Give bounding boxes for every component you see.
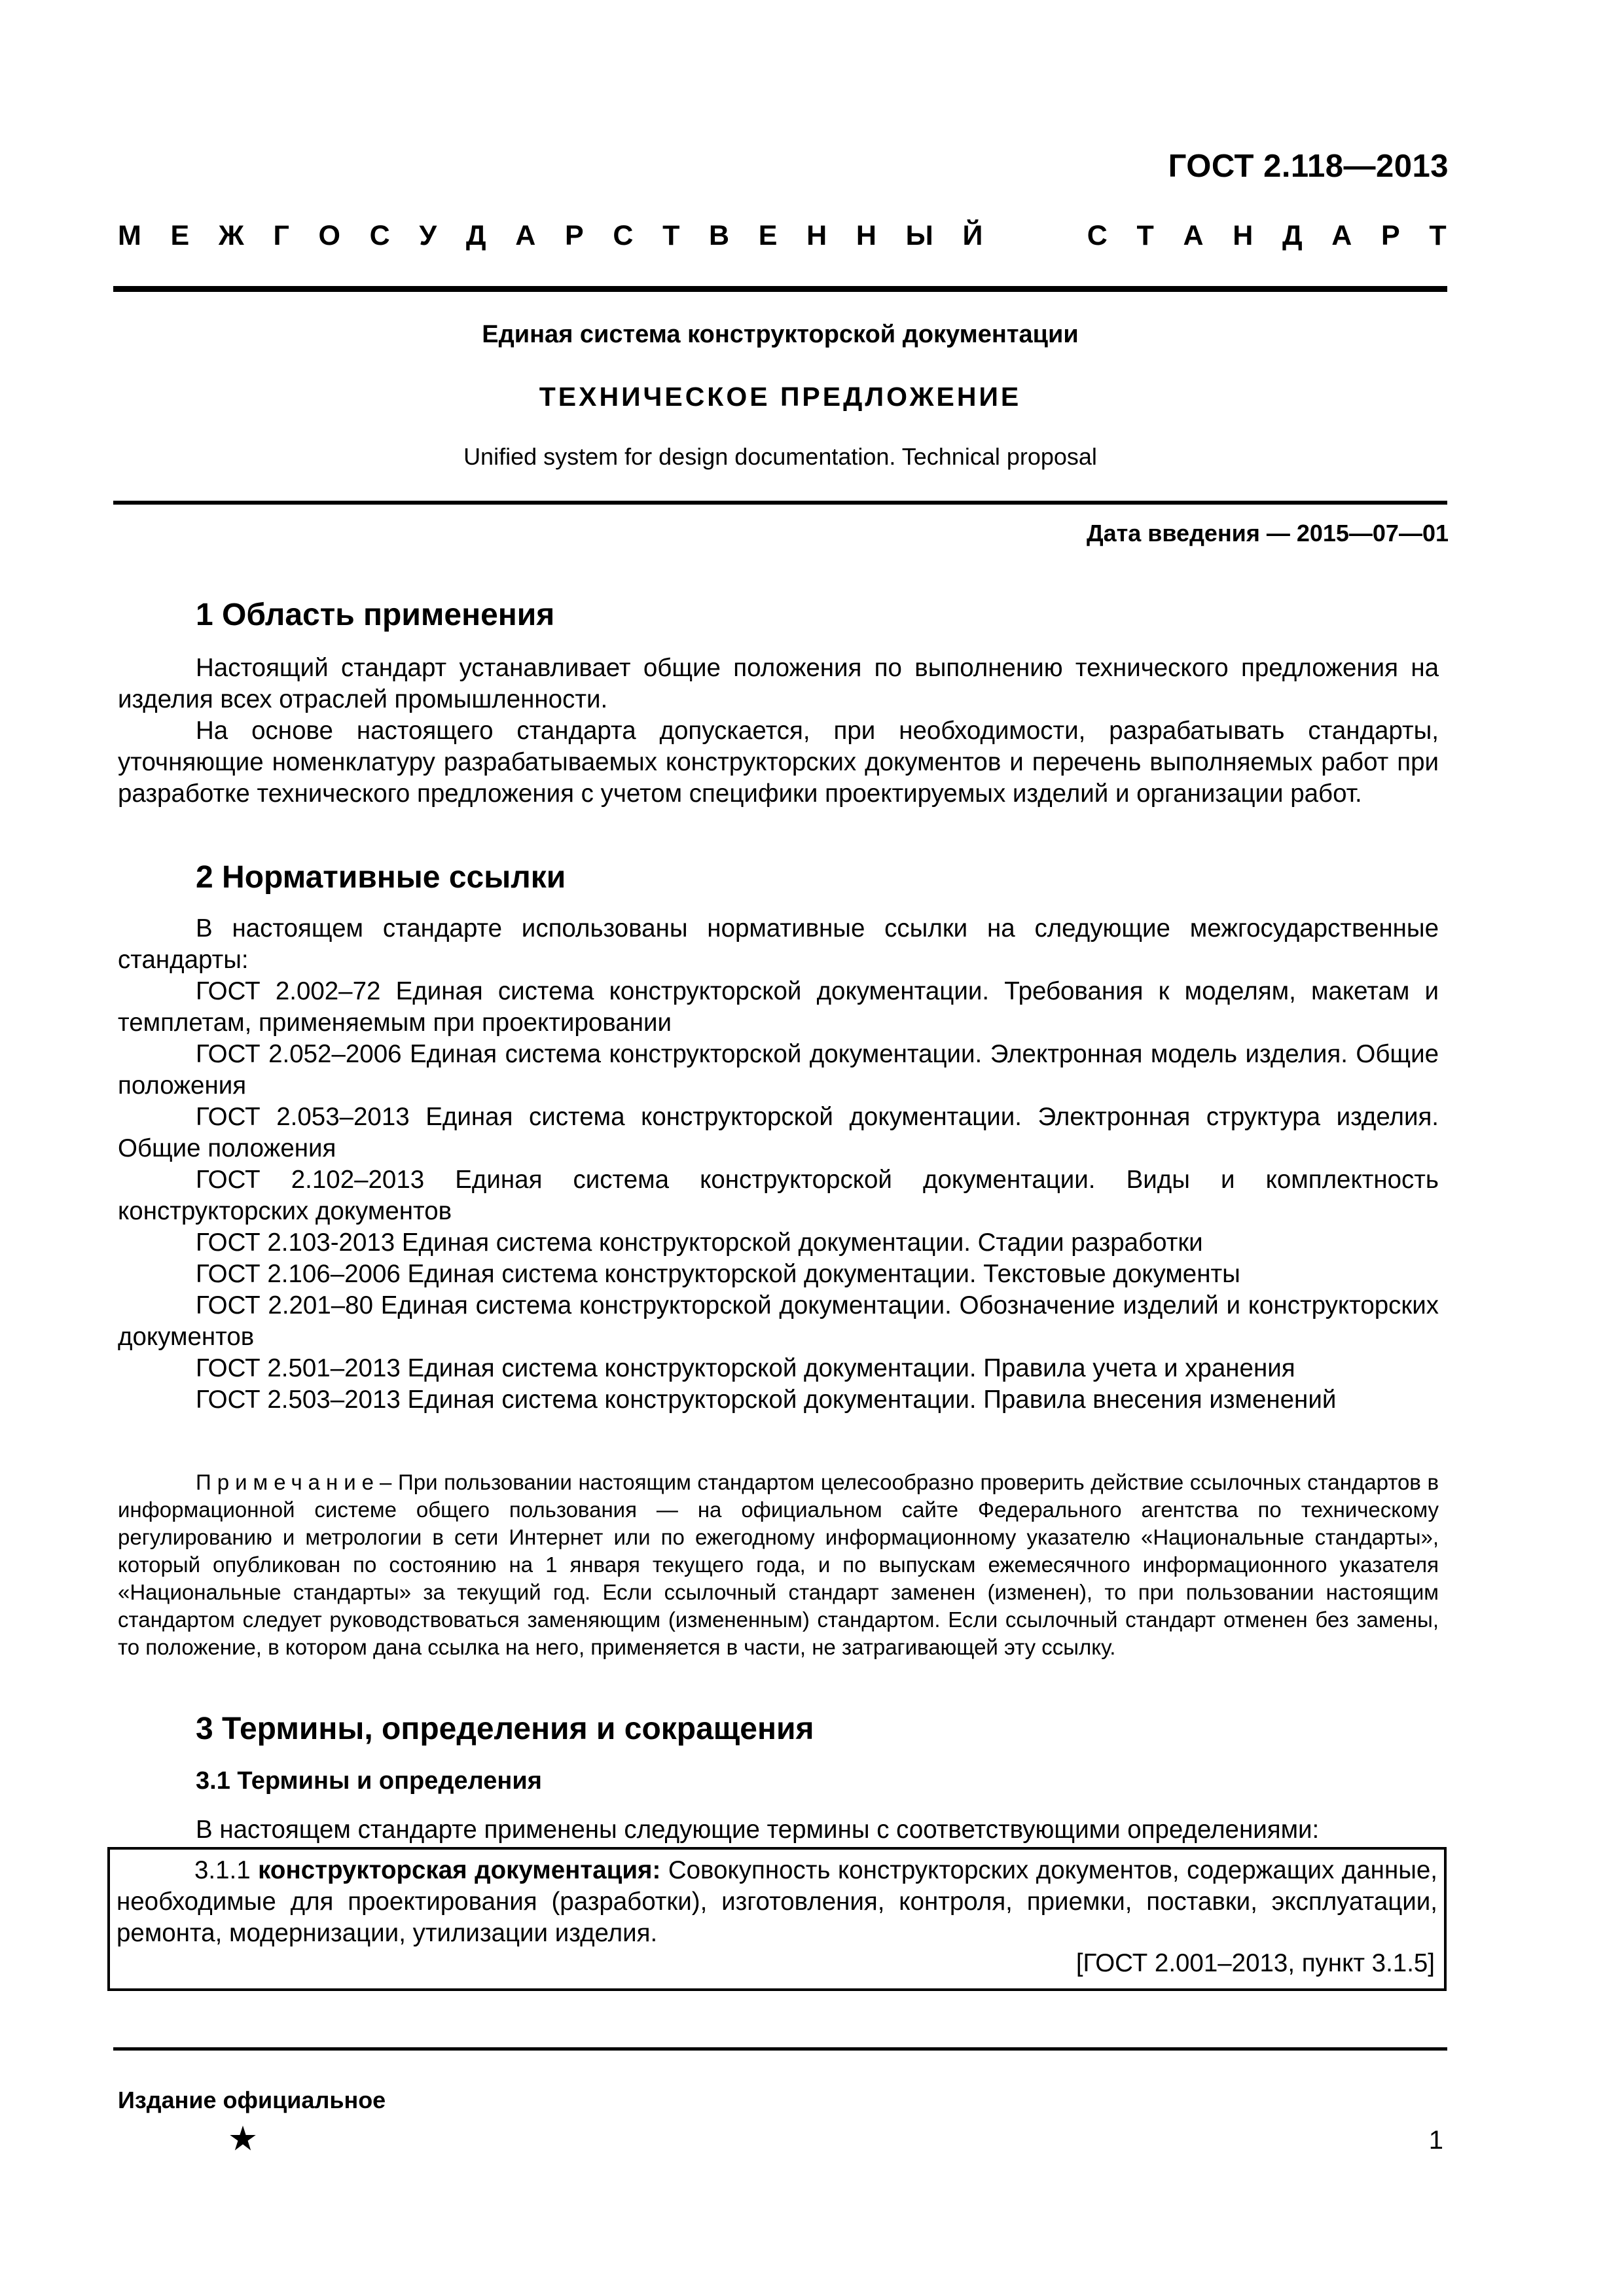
term-definition-box <box>107 1847 1447 1991</box>
section-3-heading: 3 Термины, определения и сокращения <box>196 1712 814 1746</box>
header-letter: Р <box>1381 220 1400 251</box>
header-letter: Г <box>273 220 289 251</box>
note <box>118 1469 1439 1661</box>
header-word-gap <box>1012 220 1058 252</box>
header-letter: А <box>515 220 536 251</box>
paragraph: В настоящем стандарте применены следующие термины с соответствующими определениями: <box>196 1816 1320 1844</box>
reference-item: ГОСТ 2.106–2006 Единая система конструкторской документации. Текстовые документы <box>196 1260 1240 1288</box>
page-number: 1 <box>1428 2126 1443 2155</box>
system-title: Единая система конструкторской документации <box>482 321 1079 348</box>
introduction-date: Дата введения — 2015—07—01 <box>1086 520 1449 547</box>
header-letter: Й <box>962 220 983 251</box>
header-letter: О <box>318 220 340 251</box>
header-letter: Н <box>856 220 876 251</box>
reference-item: ГОСТ 2.103-2013 Единая система конструкторской документации. Стадии разработки <box>196 1229 1203 1257</box>
header-letter: Е <box>758 220 778 251</box>
reference-item: ГОСТ 2.501–2013 Единая система конструкторской документации. Правила учета и хранения <box>196 1354 1295 1382</box>
section-1-heading: 1 Область применения <box>196 598 555 632</box>
header-letter: А <box>1183 220 1204 251</box>
header-letter: Т <box>1136 220 1154 251</box>
reference-item: ГОСТ 2.053–2013 Единая система конструкторской документации. Электронная структура изделия. Общие положения <box>118 1103 1439 1162</box>
document-code: ГОСТ 2.118—2013 <box>1168 149 1449 184</box>
section-2-heading: 2 Нормативные ссылки <box>196 860 566 895</box>
term-name: конструкторская документация: <box>258 1856 661 1884</box>
reference-item: ГОСТ 2.503–2013 Единая система конструкторской документации. Правила внесения изменений <box>196 1386 1337 1414</box>
header-letter: Р <box>564 220 584 251</box>
note-text: – При пользовании настоящим стандартом целесообразно проверить действие ссылочных стандартов в информационной системе общего пользования — на официальном сайте Федерального агентства по техническому регулированию и метрологии в сети Интернет или по ежегодному информационному указателю «Национальные стандарты», который опубликован по состоянию на 1 января текущего года, и по выпускам ежемесячного информационного указателя «Национальные стандарты» за текущий год. Если ссылочный стандарт заменен (изменен), то при пользовании настоящим стандартом следует руководствоваться заменяющим (измененным) стандартом. Если ссылочный стандарт отменен без замены, то положение, в котором дана ссылка на него, применяется в части, не затрагивающей эту ссылку. <box>118 1470 1439 1659</box>
reference-item: ГОСТ 2.052–2006 Единая система конструкторской документации. Электронная модель изделия. Общие положения <box>118 1040 1439 1100</box>
subsection-3-1-heading: 3.1 Термины и определения <box>196 1767 542 1795</box>
header-letter: С <box>613 220 634 251</box>
edition-label: Издание официальное <box>118 2087 386 2113</box>
header-letter: М <box>118 220 141 251</box>
term-entry <box>117 1855 1437 1949</box>
reference-item: ГОСТ 2.102–2013 Единая система конструкторской документации. Виды и комплектность конструкторских документов <box>118 1166 1439 1225</box>
term-number: 3.1.1 <box>194 1856 251 1884</box>
header-letter: Н <box>1233 220 1254 251</box>
footer-rule <box>113 2047 1447 2051</box>
section-2-body <box>118 913 1439 1416</box>
standard-type-header <box>118 220 1447 252</box>
paragraph: Настоящий стандарт устанавливает общие положения по выполнению технического предложения на изделия всех отраслей промышленности. <box>118 654 1439 713</box>
note-label: Примечание <box>196 1470 380 1494</box>
top-rule <box>113 286 1447 292</box>
term-definition: Совокупность конструкторских документов, содержащих данные, необходимые для проектирования (разработки), изготовления, контроля, приемки, поставки, эксплуатации, ремонта, модернизации, утилизации изделия. <box>117 1856 1437 1947</box>
document-title: ТЕХНИЧЕСКОЕ ПРЕДЛОЖЕНИЕ <box>539 382 1022 412</box>
header-letter: С <box>369 220 390 251</box>
paragraph: На основе настоящего стандарта допускается, при необходимости, разрабатывать стандарты, уточняющие номенклатуру разрабатываемых конструкторских документов и перечень выполняемых работ при разработке технического предложения с учетом специфики проектируемых изделий и организации работ. <box>118 717 1439 808</box>
header-letter: Н <box>806 220 827 251</box>
header-letter: Т <box>1429 220 1447 251</box>
header-letter: А <box>1331 220 1352 251</box>
title-rule <box>113 501 1447 505</box>
section-1-body <box>118 653 1439 810</box>
header-letter: Ж <box>218 220 244 251</box>
header-letter: Д <box>1282 220 1303 251</box>
reference-item: ГОСТ 2.002–72 Единая система конструкторской документации. Требования к моделям, макетам и темплетам, применяемым при проектировании <box>118 977 1439 1037</box>
header-letter: Е <box>170 220 190 251</box>
english-title: Unified system for design documentation. Technical proposal <box>463 443 1097 470</box>
header-letter: С <box>1087 220 1108 251</box>
header-letter: Д <box>465 220 486 251</box>
reference-item: ГОСТ 2.201–80 Единая система конструкторской документации. Обозначение изделий и конструкторских документов <box>118 1291 1439 1351</box>
star-icon <box>229 2125 257 2152</box>
header-letter: В <box>709 220 730 251</box>
paragraph: В настоящем стандарте использованы нормативные ссылки на следующие межгосударственные стандарты: <box>118 914 1439 974</box>
section-3-intro <box>118 1814 1439 1846</box>
header-letter: У <box>419 220 437 251</box>
term-source: [ГОСТ 2.001–2013, пункт 3.1.5] <box>1075 1949 1435 1977</box>
header-letter: Ы <box>905 220 933 251</box>
header-letter: Т <box>662 220 680 251</box>
